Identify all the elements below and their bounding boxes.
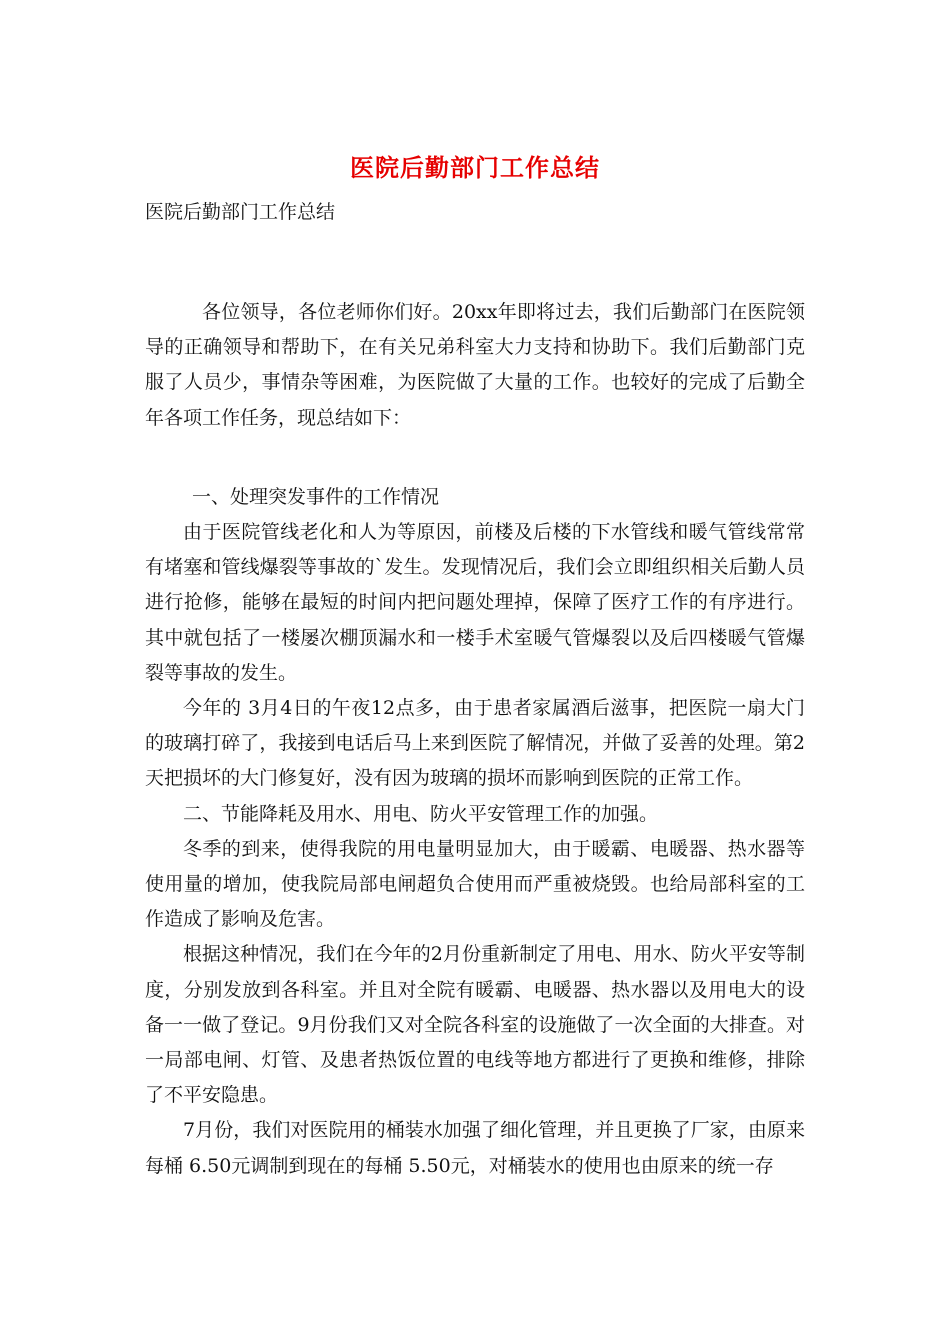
paragraph-winter-power: 冬季的到来，使得我院的用电量明显加大，由于暖霸、电暖器、热水器等使用量的增加，使我院局部电闸超负合使用而严重被烧毁。也给局部科室的工作造成了影响及危害。 — [145, 837, 805, 931]
paragraph-pipelines: 由于医院管线老化和人为等原因，前楼及后楼的下水管线和暖气管线常常有堵塞和管线爆裂等事故的`发生。发现情况后，我们会立即组织相关后勤人员进行抢修，能够在最短的时间内把问题处理掉，保障了医疗工作的有序进行。其中就包括了一楼屡次棚顶漏水和一楼手术室暖气管爆裂以及后四楼暖气管爆裂等事故的发生。 — [145, 521, 805, 684]
section-heading-emergency: 一、处理突发事件的工作情况 — [192, 485, 440, 508]
paragraph-intro: 各位领导，各位老师你们好。20xx年即将过去，我们后勤部门在医院领导的正确领导和帮助下，在有关兄弟科室大力支持和协助下。我们后勤部门克服了人员少，事情杂等困难，为医院做了大量的工作。也较好的完成了后勤全年各项工作任务，现总结如下： — [145, 301, 805, 429]
paragraph-spacer — [145, 436, 805, 471]
document-subtitle: 医院后勤部门工作总结 — [145, 201, 336, 223]
paragraph-bottled-water: 7月份，我们对医院用的桶装水加强了细化管理，并且更换了厂家，由原来每桶 6.50元调制到现在的每桶 5.50元，对桶装水的使用也由原来的统一存 — [145, 1119, 805, 1177]
document-body — [145, 295, 805, 1184]
document-title: 医院后勤部门工作总结 — [350, 153, 600, 182]
paragraph-regulations: 根据这种情况，我们在今年的2月份重新制定了用电、用水、防火平安等制度，分别发放到各科室。并且对全院有暖霸、电暖器、热水器以及用电大的设备一一做了登记。9月份我们又对全院各科室的设施做了一次全面的大排查。对一局部电闸、灯管、及患者热饭位置的电线等地方都进行了更换和维修，排除了不平安隐患。 — [145, 943, 805, 1107]
section-heading-energy: 二、节能降耗及用水、用电、防火平安管理工作的加强。 — [183, 802, 659, 825]
paragraph-glass-door: 今年的 3月4日的午夜12点多，由于患者家属酒后滋事，把医院一扇大门的玻璃打碎了，我接到电话后马上来到医院了解情况，并做了妥善的处理。第2天把损坏的大门修复好，没有因为玻璃的损坏而影响到医院的正常工作。 — [145, 697, 805, 790]
